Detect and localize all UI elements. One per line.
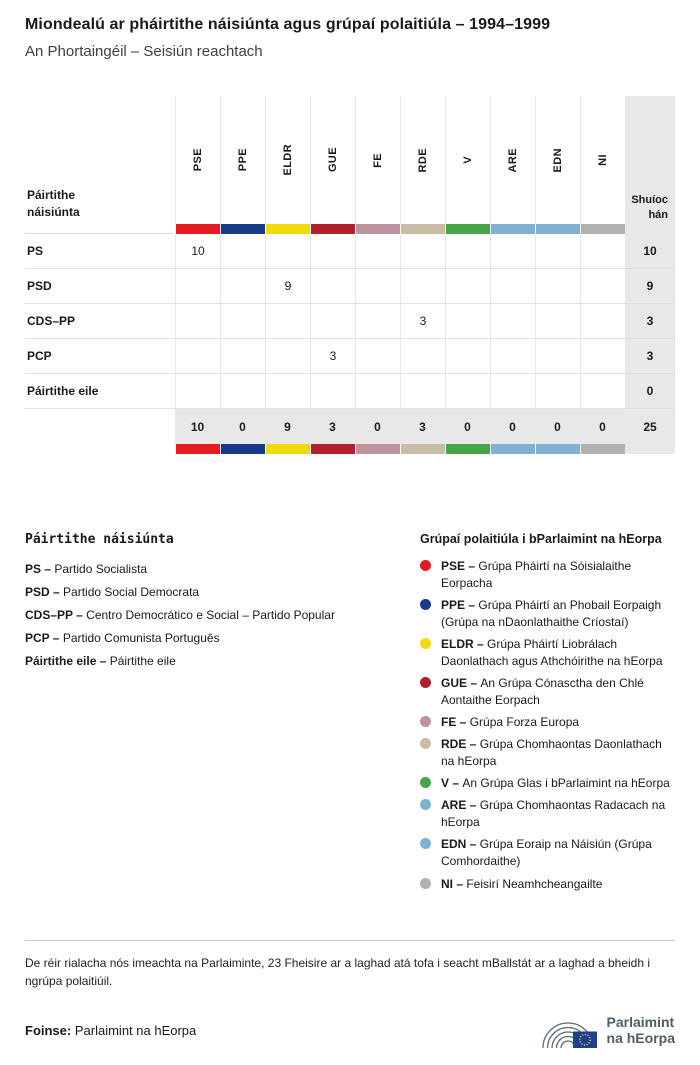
party-name: Centro Democrático e Social – Partido Popular (86, 608, 335, 622)
group-name: Grúpa Chomhaontas Radacach na hEorpa (441, 798, 666, 830)
party-legend-item (25, 562, 400, 576)
party-name: Partido Social Democrata (63, 585, 200, 599)
group-legend (420, 532, 675, 898)
group-name: Grúpa Pháirtí Liobrálach Daonlathach agus Athchóirithe na hEorpa (441, 637, 663, 669)
group-header-cell (490, 96, 535, 224)
group-header-cell (355, 96, 400, 224)
row-total-cell: 9 (625, 269, 675, 304)
group-name: Grúpa Chomhaontas Daonlathach na hEorpa (441, 737, 662, 769)
group-header-cell (265, 96, 310, 224)
legend-color-dot (420, 878, 431, 889)
group-code-label: EDN (552, 147, 564, 173)
seats-table (25, 96, 675, 454)
group-color-bar (355, 444, 400, 454)
ep-logo (542, 1009, 675, 1051)
party-legend (25, 532, 420, 898)
row-label: CDS–PP (25, 304, 175, 339)
legend-color-dot (420, 638, 431, 649)
value-cell (580, 339, 625, 374)
group-name: Grúpa Pháirtí na Sóisialaithe Eorpacha (441, 559, 632, 591)
party-name: Páirtithe eile (109, 654, 176, 668)
value-cell (490, 339, 535, 374)
group-legend-text (441, 836, 675, 870)
value-cell (220, 339, 265, 374)
page-subtitle: An Phortaingéil – Seisiún reachtach (25, 43, 263, 60)
group-color-bar (535, 224, 580, 234)
group-column (265, 96, 310, 454)
party-legend-title: Páirtithe náisiúnta (25, 532, 174, 547)
group-legend-text (441, 775, 670, 792)
value-cell (220, 234, 265, 269)
label-column (25, 96, 175, 454)
footer (25, 1009, 675, 1051)
seats-column (625, 96, 675, 454)
column-total-cell: 0 (535, 409, 580, 444)
value-cell (265, 374, 310, 409)
party-legend-list (25, 562, 400, 668)
party-name: Partido Socialista (54, 562, 148, 576)
group-color-bar (265, 224, 310, 234)
label-column-footer (25, 409, 175, 454)
value-cell (310, 374, 355, 409)
eu-flag (573, 1032, 597, 1049)
column-total-cell: 3 (310, 409, 355, 444)
group-legend-item (420, 797, 675, 831)
group-code: PSE – (441, 559, 479, 573)
row-label: PCP (25, 339, 175, 374)
group-column (400, 96, 445, 454)
group-header-cell (535, 96, 580, 224)
grand-total-cell: 25 (625, 409, 675, 454)
row-total-cell: 3 (625, 339, 675, 374)
group-code: NI – (441, 876, 467, 891)
group-header-cell (175, 96, 220, 224)
seats-header-text: Shuíochán (631, 194, 668, 221)
party-legend-item (25, 654, 400, 668)
group-legend-text (441, 736, 675, 770)
party-code: CDS–PP – (25, 608, 87, 622)
group-column (175, 96, 220, 454)
seats-header-cell (625, 96, 675, 234)
column-total-cell: 0 (580, 409, 625, 444)
value-cell (355, 234, 400, 269)
value-cell (175, 269, 220, 304)
page-title: Miondealú ar pháirtithe náisiúnta agus grúpaí polaitiúla – 1994–1999 (25, 16, 551, 33)
group-column (310, 96, 355, 454)
group-legend-item (420, 597, 675, 631)
value-cell (175, 374, 220, 409)
value-cell (355, 374, 400, 409)
group-legend-title: Grúpaí polaitiúla i bParlaimint na hEorpa (420, 532, 662, 546)
group-code-label: NI (597, 154, 609, 166)
column-total-cell: 0 (445, 409, 490, 444)
group-color-bar (220, 224, 265, 234)
group-legend-text (441, 558, 675, 592)
party-name: Partido Comunista Português (62, 631, 220, 645)
footnote: De réir rialacha nós imeachta na Parlaiminte, 23 Fheisire ar a laghad atá tofa i seacht mBallstát ar a laghad a bheidh i ngrúpa polaitiúil. (25, 940, 675, 990)
value-cell (445, 374, 490, 409)
group-legend-list (420, 558, 675, 893)
party-code: Páirtithe eile – (25, 654, 110, 668)
value-cell (355, 269, 400, 304)
value-cell: 3 (400, 304, 445, 339)
value-cell (445, 269, 490, 304)
value-cell (310, 234, 355, 269)
group-color-bar (580, 224, 625, 234)
legend-color-dot (420, 599, 431, 610)
group-color-bar (400, 444, 445, 454)
legend-color-dot (420, 716, 431, 727)
value-cell (445, 304, 490, 339)
corner-label-text: Páirtithe náisiúnta (27, 188, 80, 220)
party-legend-item (25, 585, 400, 599)
value-cell (400, 234, 445, 269)
value-cell (220, 374, 265, 409)
value-cell (535, 269, 580, 304)
value-cell (445, 339, 490, 374)
group-name: Feisirí Neamhcheangailte (466, 876, 603, 891)
value-cell (175, 304, 220, 339)
logo-line2: na hEorpa (606, 1030, 675, 1046)
ep-logo-mark (542, 1009, 598, 1051)
value-cell (490, 269, 535, 304)
group-column (355, 96, 400, 454)
legend-color-dot (420, 738, 431, 749)
group-color-bar (355, 224, 400, 234)
group-legend-text (441, 714, 579, 731)
group-color-bar (265, 444, 310, 454)
group-name: Grúpa Eoraip na Náisiún (Grúpa Comhordaithe) (441, 837, 652, 869)
group-code-label: PSE (192, 148, 204, 172)
legend-color-dot (420, 677, 431, 688)
group-color-bar (580, 444, 625, 454)
group-color-bar (445, 444, 490, 454)
party-legend-item (25, 631, 400, 645)
group-name: Grúpa Pháirtí an Phobail Eorpaigh (Grúpa na nDaonlathaithe Críostaí) (441, 598, 662, 630)
group-color-bar (490, 444, 535, 454)
value-cell (580, 304, 625, 339)
column-total-cell: 0 (490, 409, 535, 444)
value-cell (400, 374, 445, 409)
value-cell (220, 304, 265, 339)
column-total-cell: 0 (355, 409, 400, 444)
group-legend-text (441, 797, 675, 831)
value-cell (580, 374, 625, 409)
column-total-cell: 9 (265, 409, 310, 444)
group-column (220, 96, 265, 454)
value-cell (400, 339, 445, 374)
column-total-cell: 0 (220, 409, 265, 444)
source-line (25, 1023, 196, 1038)
value-cell: 10 (175, 234, 220, 269)
value-cell (310, 269, 355, 304)
column-total-cell: 10 (175, 409, 220, 444)
value-cell (580, 234, 625, 269)
group-code: GUE – (441, 676, 481, 691)
legend-color-dot (420, 560, 431, 571)
group-legend-text (441, 597, 675, 631)
group-legend-item (420, 714, 675, 731)
legend-color-dot (420, 799, 431, 810)
group-code-label: GUE (327, 147, 339, 173)
group-column (580, 96, 625, 454)
group-code: EDN – (441, 837, 480, 852)
group-legend-item (420, 636, 675, 670)
group-code-label: ARE (507, 147, 519, 173)
group-legend-item (420, 876, 675, 893)
value-cell (400, 269, 445, 304)
value-cell (220, 269, 265, 304)
value-cell (490, 234, 535, 269)
row-label: PSD (25, 269, 175, 304)
label-column-rows (25, 234, 175, 409)
value-cell (580, 269, 625, 304)
value-cell (355, 339, 400, 374)
group-name: Grúpa Forza Europa (469, 715, 580, 730)
group-column (535, 96, 580, 454)
group-header-cell (220, 96, 265, 224)
value-cell: 9 (265, 269, 310, 304)
group-header-cell (400, 96, 445, 224)
value-cell (445, 234, 490, 269)
group-header-cell (580, 96, 625, 224)
row-label: Páirtithe eile (25, 374, 175, 409)
seats-column-rows (625, 234, 675, 409)
group-color-bar (535, 444, 580, 454)
group-color-bar (310, 444, 355, 454)
row-total-cell: 3 (625, 304, 675, 339)
value-cell (490, 304, 535, 339)
source-label: Foinse: (25, 1022, 72, 1038)
group-legend-item (420, 736, 675, 770)
value-cell (535, 339, 580, 374)
group-code-label: RDE (417, 147, 429, 173)
row-label: PS (25, 234, 175, 269)
value-cell (535, 234, 580, 269)
group-header-cell (310, 96, 355, 224)
party-legend-item (25, 608, 400, 622)
group-legend-text (441, 636, 675, 670)
column-total-cell: 3 (400, 409, 445, 444)
group-legend-item (420, 836, 675, 870)
value-cell: 3 (310, 339, 355, 374)
logo-wordmark (607, 1014, 675, 1046)
value-cell (535, 374, 580, 409)
group-color-bar (220, 444, 265, 454)
value-cell (355, 304, 400, 339)
row-total-cell: 0 (625, 374, 675, 409)
group-header-cell (445, 96, 490, 224)
value-cell (265, 304, 310, 339)
value-cell (265, 234, 310, 269)
party-code: PSD – (25, 585, 64, 599)
value-cell (535, 304, 580, 339)
group-code-label: PPE (237, 148, 249, 172)
group-code-label: V (462, 156, 474, 164)
value-cell (265, 339, 310, 374)
group-color-bar (175, 224, 220, 234)
group-code-label: FE (372, 152, 384, 168)
group-code: FE – (441, 715, 470, 730)
group-color-bar (445, 224, 490, 234)
group-code-label: ELDR (282, 144, 294, 176)
row-total-cell: 10 (625, 234, 675, 269)
group-legend-item (420, 775, 675, 792)
party-code: PCP – (25, 631, 63, 645)
group-code: ELDR – (441, 637, 488, 652)
table-corner-label (25, 96, 175, 234)
group-color-bar (175, 444, 220, 454)
group-legend-text (441, 675, 675, 709)
legend-color-dot (420, 777, 431, 788)
group-name: An Grúpa Glas i bParlaimint na hEorpa (462, 776, 670, 791)
group-column (445, 96, 490, 454)
group-code: ARE – (441, 798, 480, 813)
group-column (490, 96, 535, 454)
group-legend-text (441, 876, 602, 893)
group-code: RDE – (441, 737, 480, 752)
group-code: V – (441, 776, 463, 791)
group-code: PPE – (441, 598, 479, 613)
group-name: An Grúpa Cónasctha den Chlé Aontaithe Eorpach (441, 676, 644, 708)
group-legend-item (420, 675, 675, 709)
source-value: Parlaimint na hEorpa (74, 1022, 197, 1038)
legends (25, 532, 675, 898)
party-code: PS – (25, 562, 55, 576)
group-color-bar (310, 224, 355, 234)
value-cell (490, 374, 535, 409)
group-color-bar (400, 224, 445, 234)
group-color-bar (490, 224, 535, 234)
logo-line1: Parlaimint (606, 1013, 675, 1030)
table-columns (175, 96, 625, 454)
value-cell (310, 304, 355, 339)
group-legend-item (420, 558, 675, 592)
legend-color-dot (420, 838, 431, 849)
value-cell (175, 339, 220, 374)
